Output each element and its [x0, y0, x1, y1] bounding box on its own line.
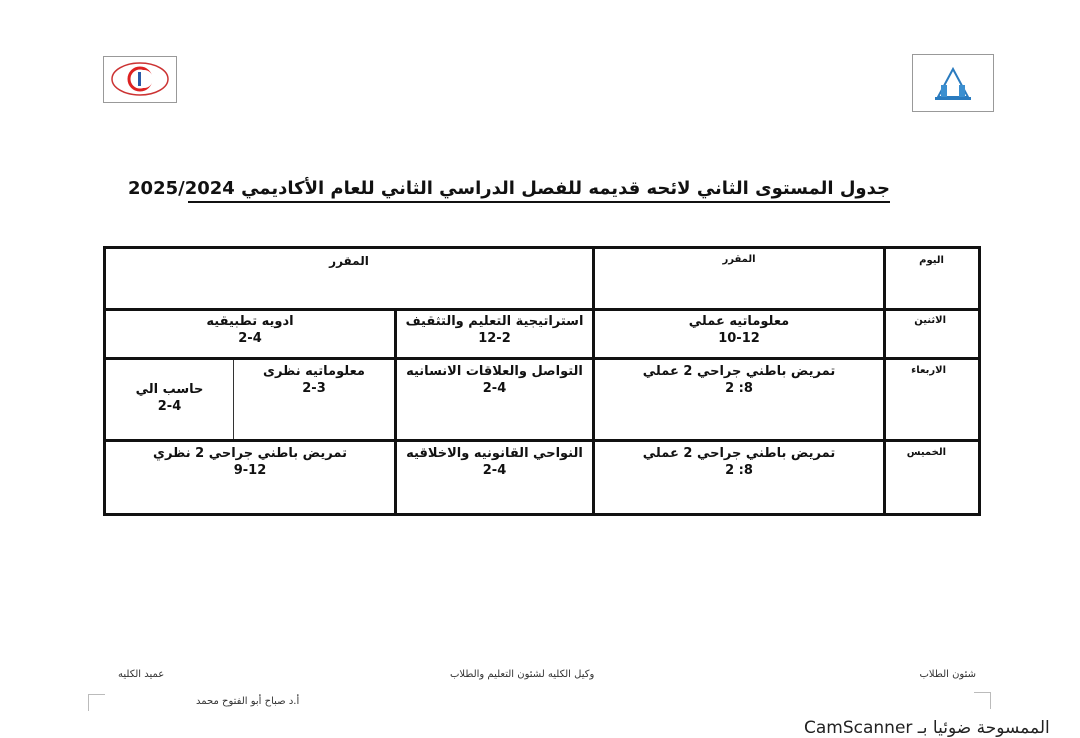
col-divider [883, 249, 886, 513]
course-name: تمريض باطني جراحي 2 عملي [642, 364, 836, 379]
course-name: تمريض باطني جراحي 2 نظري [153, 446, 347, 461]
course-cell [595, 445, 883, 479]
course-name: تمريض باطني جراحي 2 عملي [642, 446, 836, 461]
course-cell [397, 363, 592, 397]
dean-name: أ.د صباح أبو الفتوح محمد [196, 696, 300, 707]
course-time: 10-12 [718, 331, 760, 346]
course-time: 12-2 [478, 331, 511, 346]
course-name: النواحي القانونيه والاخلاقيه [406, 446, 583, 461]
row-divider [106, 357, 978, 360]
course-time: 8: 2 [725, 463, 753, 478]
header-day: اليوم [919, 255, 944, 266]
day-wednesday: الاربعاء [911, 365, 946, 376]
course-time: 9-12 [233, 463, 267, 478]
university-logo [912, 54, 994, 112]
course-time: 2-4 [157, 399, 182, 414]
course-cell [595, 363, 883, 397]
signature-student-affairs: شئون الطلاب [919, 669, 976, 680]
course-cell [106, 381, 233, 415]
course-cell [595, 313, 883, 347]
course-time: 2-3 [302, 381, 326, 396]
course-name: التواصل والعلاقات الانسانيه [406, 364, 583, 379]
course-time: 8: 2 [725, 381, 753, 396]
page-title: جدول المستوى الثاني لائحه قديمه للفصل الدراسي الثاني للعام الأكاديمي 2025/2024 [188, 178, 890, 203]
day-monday: الاثنين [914, 315, 946, 326]
course-name: معلوماتيه نظرى [263, 364, 365, 379]
course-time: 2-4 [482, 381, 507, 396]
header-course: المقرر [722, 254, 756, 265]
course-cell [397, 313, 592, 347]
course-name: استراتيجية التعليم والتثقيف [405, 314, 584, 329]
faculty-logo [103, 56, 177, 103]
course-name: معلوماتيه عملي [688, 314, 790, 329]
day-thursday: الخميس [906, 447, 946, 458]
scan-corner-mark [88, 694, 105, 711]
building-logo-icon [913, 55, 993, 111]
course-time: 2-4 [238, 331, 262, 346]
scan-corner-mark [974, 692, 991, 709]
row-divider [106, 439, 978, 442]
signature-vice-dean: وكيل الكليه لشئون التعليم والطلاب [450, 669, 595, 680]
course-time: 2-4 [482, 463, 507, 478]
camscanner-watermark: الممسوحة ضوئيا بـ CamScanner [804, 718, 1050, 738]
course-cell [234, 363, 394, 397]
course-name: حاسب الي [135, 382, 204, 397]
signature-dean: عميد الكليه [118, 669, 165, 680]
course-cell [397, 445, 592, 479]
course-cell [106, 313, 394, 347]
row-divider [106, 308, 978, 311]
course-name: ادويه تطبيقيه [206, 314, 294, 329]
crescent-logo-icon [104, 57, 176, 102]
course-cell [106, 445, 394, 479]
schedule-table [103, 246, 981, 516]
header-course: المقرر [329, 254, 369, 268]
